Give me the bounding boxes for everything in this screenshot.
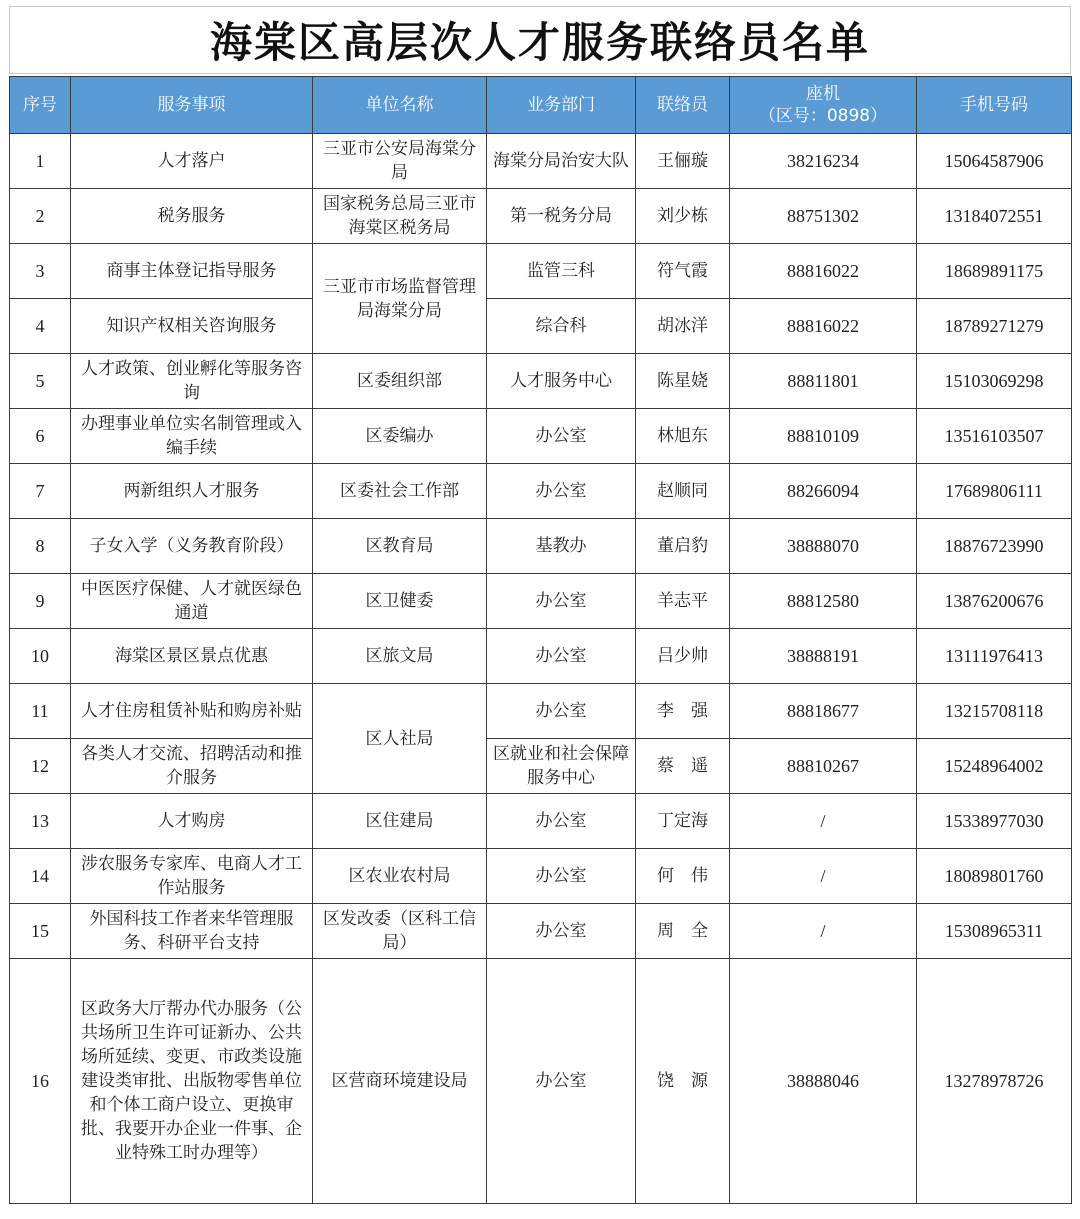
cell-phone: 38888046 — [730, 959, 917, 1204]
cell-dept: 区就业和社会保障服务中心 — [487, 739, 636, 794]
header-phone-areacode: （区号：0898） — [758, 106, 888, 126]
cell-dept: 办公室 — [487, 959, 636, 1204]
cell-mobile: 15064587906 — [917, 134, 1072, 189]
cell-seq: 1 — [10, 134, 71, 189]
table-row — [10, 519, 1072, 574]
cell-service: 区政务大厅帮办代办服务（公共场所卫生许可证新办、公共场所延续、变更、市政类设施建设类审批、出版物零售单位和个体工商户设立、更换审批、我要开办企业一件事、企业特殊工时办理等） — [71, 959, 313, 1204]
cell-phone: / — [730, 904, 917, 959]
cell-dept: 办公室 — [487, 794, 636, 849]
cell-seq: 8 — [10, 519, 71, 574]
cell-contact: 胡冰洋 — [636, 299, 730, 354]
page-title: 海棠区高层次人才服务联络员名单 — [9, 6, 1071, 74]
cell-unit: 区旅文局 — [313, 629, 487, 684]
cell-dept: 办公室 — [487, 409, 636, 464]
cell-phone: 88810267 — [730, 739, 917, 794]
cell-mobile: 13184072551 — [917, 189, 1072, 244]
table-row — [10, 629, 1072, 684]
cell-dept: 办公室 — [487, 849, 636, 904]
header-contact: 联络员 — [636, 77, 730, 134]
cell-contact: 李 强 — [636, 684, 730, 739]
cell-mobile: 13215708118 — [917, 684, 1072, 739]
cell-mobile: 18789271279 — [917, 299, 1072, 354]
cell-service: 中医医疗保健、人才就医绿色通道 — [71, 574, 313, 629]
cell-unit: 区卫健委 — [313, 574, 487, 629]
header-mobile: 手机号码 — [917, 77, 1072, 134]
cell-service: 人才住房租赁补贴和购房补贴 — [71, 684, 313, 739]
cell-service: 外国科技工作者来华管理服务、科研平台支持 — [71, 904, 313, 959]
cell-contact: 丁定海 — [636, 794, 730, 849]
cell-unit: 区委组织部 — [313, 354, 487, 409]
header-seq: 序号 — [10, 77, 71, 134]
cell-contact: 王俪璇 — [636, 134, 730, 189]
cell-contact: 吕少帅 — [636, 629, 730, 684]
cell-service: 子女入学（义务教育阶段） — [71, 519, 313, 574]
cell-dept: 人才服务中心 — [487, 354, 636, 409]
cell-phone: 88816022 — [730, 244, 917, 299]
cell-seq: 2 — [10, 189, 71, 244]
cell-phone: 38888191 — [730, 629, 917, 684]
cell-seq: 9 — [10, 574, 71, 629]
cell-mobile: 18876723990 — [917, 519, 1072, 574]
cell-mobile: 18689891175 — [917, 244, 1072, 299]
cell-mobile: 18089801760 — [917, 849, 1072, 904]
cell-seq: 11 — [10, 684, 71, 739]
cell-mobile: 13111976413 — [917, 629, 1072, 684]
cell-phone: / — [730, 849, 917, 904]
cell-unit: 区委编办 — [313, 409, 487, 464]
cell-contact: 周 全 — [636, 904, 730, 959]
cell-contact: 林旭东 — [636, 409, 730, 464]
cell-service: 税务服务 — [71, 189, 313, 244]
cell-contact: 蔡 遥 — [636, 739, 730, 794]
cell-service: 海棠区景区景点优惠 — [71, 629, 313, 684]
cell-dept: 办公室 — [487, 684, 636, 739]
cell-dept: 办公室 — [487, 629, 636, 684]
table-row — [10, 849, 1072, 904]
header-phone-label: 座机 — [806, 84, 840, 104]
header-phone — [730, 77, 917, 134]
cell-unit: 区发改委（区科工信局） — [313, 904, 487, 959]
cell-service: 各类人才交流、招聘活动和推介服务 — [71, 739, 313, 794]
header-row — [10, 77, 1072, 134]
cell-dept: 监管三科 — [487, 244, 636, 299]
table-row — [10, 189, 1072, 244]
header-service: 服务事项 — [71, 77, 313, 134]
cell-contact: 符气霞 — [636, 244, 730, 299]
cell-service: 涉农服务专家库、电商人才工作站服务 — [71, 849, 313, 904]
cell-seq: 6 — [10, 409, 71, 464]
cell-unit: 区农业农村局 — [313, 849, 487, 904]
cell-service: 办理事业单位实名制管理或入编手续 — [71, 409, 313, 464]
table-row — [10, 354, 1072, 409]
cell-phone: 88811801 — [730, 354, 917, 409]
cell-dept: 海棠分局治安大队 — [487, 134, 636, 189]
cell-mobile: 13876200676 — [917, 574, 1072, 629]
cell-contact: 刘少栋 — [636, 189, 730, 244]
cell-contact: 赵顺同 — [636, 464, 730, 519]
cell-seq: 3 — [10, 244, 71, 299]
cell-seq: 13 — [10, 794, 71, 849]
cell-mobile: 15248964002 — [917, 739, 1072, 794]
cell-seq: 16 — [10, 959, 71, 1204]
cell-service: 人才政策、创业孵化等服务咨询 — [71, 354, 313, 409]
cell-phone: 88751302 — [730, 189, 917, 244]
cell-unit: 三亚市公安局海棠分局 — [313, 134, 487, 189]
cell-phone: 38216234 — [730, 134, 917, 189]
table-row — [10, 134, 1072, 189]
table-row — [10, 464, 1072, 519]
cell-seq: 5 — [10, 354, 71, 409]
cell-service: 商事主体登记指导服务 — [71, 244, 313, 299]
cell-mobile: 17689806111 — [917, 464, 1072, 519]
cell-unit: 区人社局 — [313, 684, 487, 794]
cell-phone: 88818677 — [730, 684, 917, 739]
cell-service: 知识产权相关咨询服务 — [71, 299, 313, 354]
table-row — [10, 739, 1072, 794]
table-row — [10, 299, 1072, 354]
table-row — [10, 959, 1072, 1204]
cell-phone: 38888070 — [730, 519, 917, 574]
table-row — [10, 794, 1072, 849]
cell-dept: 办公室 — [487, 574, 636, 629]
cell-dept: 办公室 — [487, 904, 636, 959]
cell-unit: 区营商环境建设局 — [313, 959, 487, 1204]
table-row — [10, 409, 1072, 464]
cell-service: 两新组织人才服务 — [71, 464, 313, 519]
contact-table — [9, 76, 1072, 1204]
cell-mobile: 15103069298 — [917, 354, 1072, 409]
table-row — [10, 574, 1072, 629]
header-dept: 业务部门 — [487, 77, 636, 134]
cell-dept: 综合科 — [487, 299, 636, 354]
table-row — [10, 684, 1072, 739]
cell-phone: 88816022 — [730, 299, 917, 354]
cell-phone: / — [730, 794, 917, 849]
cell-service: 人才落户 — [71, 134, 313, 189]
cell-phone: 88266094 — [730, 464, 917, 519]
cell-dept: 基教办 — [487, 519, 636, 574]
header-unit: 单位名称 — [313, 77, 487, 134]
cell-service: 人才购房 — [71, 794, 313, 849]
cell-contact: 陈星娆 — [636, 354, 730, 409]
cell-phone: 88812580 — [730, 574, 917, 629]
cell-unit: 区教育局 — [313, 519, 487, 574]
cell-seq: 14 — [10, 849, 71, 904]
cell-contact: 董启豹 — [636, 519, 730, 574]
cell-unit: 三亚市市场监督管理局海棠分局 — [313, 244, 487, 354]
cell-unit: 区委社会工作部 — [313, 464, 487, 519]
cell-unit: 国家税务总局三亚市海棠区税务局 — [313, 189, 487, 244]
cell-seq: 10 — [10, 629, 71, 684]
cell-contact: 何 伟 — [636, 849, 730, 904]
table-row — [10, 244, 1072, 299]
cell-contact: 羊志平 — [636, 574, 730, 629]
cell-phone: 88810109 — [730, 409, 917, 464]
cell-unit: 区住建局 — [313, 794, 487, 849]
cell-seq: 15 — [10, 904, 71, 959]
table-row — [10, 904, 1072, 959]
cell-mobile: 13516103507 — [917, 409, 1072, 464]
cell-dept: 办公室 — [487, 464, 636, 519]
cell-seq: 12 — [10, 739, 71, 794]
cell-mobile: 15338977030 — [917, 794, 1072, 849]
cell-contact: 饶 源 — [636, 959, 730, 1204]
cell-dept: 第一税务分局 — [487, 189, 636, 244]
cell-seq: 4 — [10, 299, 71, 354]
cell-mobile: 15308965311 — [917, 904, 1072, 959]
cell-mobile: 13278978726 — [917, 959, 1072, 1204]
cell-seq: 7 — [10, 464, 71, 519]
